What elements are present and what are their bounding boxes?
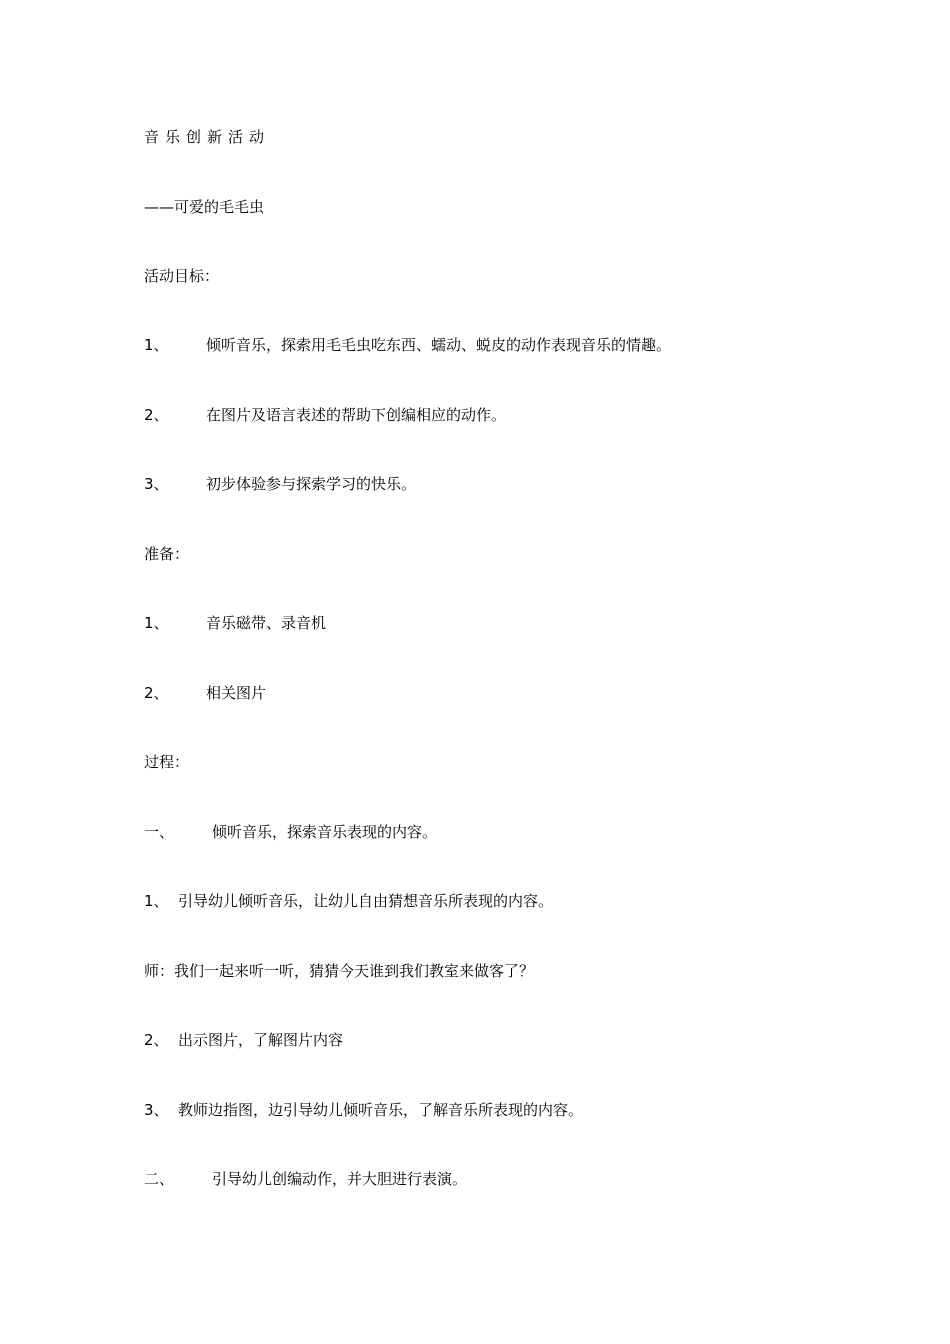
process-step-text: 引导幼儿倾听音乐，让幼儿自由猜想音乐所表现的内容。 (178, 892, 554, 910)
document-title: 音乐创新活动 (144, 128, 271, 146)
process-section-text: 引导幼儿创编动作，并大胆进行表演。 (212, 1170, 468, 1188)
preparation-item (144, 683, 266, 703)
goal-item-number: 1、 (144, 336, 169, 354)
goal-item-text: 初步体验参与探索学习的快乐。 (206, 475, 417, 493)
document-subtitle: ——可爱的毛毛虫 (144, 198, 265, 216)
preparation-item-number: 1、 (144, 614, 169, 632)
goal-item (144, 405, 506, 425)
goal-item-text: 在图片及语言表述的帮助下创编相应的动作。 (206, 406, 507, 424)
goal-item-number: 2、 (144, 406, 169, 424)
process-step-number: 1、 (144, 892, 169, 910)
process-section-number: 一、 (144, 823, 175, 841)
process-step-number: 3、 (144, 1101, 169, 1119)
teacher-dialogue: 师：我们一起来听一听，猜猜今天谁到我们教室来做客了？ (144, 962, 535, 980)
process-step-text: 教师边指图，边引导幼儿倾听音乐，了解音乐所表现的内容。 (178, 1101, 584, 1119)
preparation-item-number: 2、 (144, 684, 169, 702)
process-step-text: 出示图片，了解图片内容 (178, 1031, 344, 1049)
preparation-item-text: 相关图片 (206, 684, 267, 702)
goal-item-number: 3、 (144, 475, 169, 493)
process-section-number: 二、 (144, 1170, 175, 1188)
preparation-item (144, 613, 326, 633)
process-section (144, 822, 437, 842)
process-step-number: 2、 (144, 1031, 169, 1049)
process-section-text: 倾听音乐，探索音乐表现的内容。 (212, 823, 438, 841)
goals-heading: 活动目标： (144, 267, 220, 285)
goal-item (144, 474, 416, 494)
process-heading: 过程： (144, 753, 190, 771)
preparation-item-text: 音乐磁带、录音机 (206, 614, 327, 632)
preparation-heading: 准备： (144, 545, 190, 563)
process-step (144, 891, 553, 911)
process-step (144, 1030, 343, 1050)
process-section (144, 1169, 467, 1189)
process-step (144, 1100, 583, 1120)
goal-item (144, 335, 671, 355)
goal-item-text: 倾听音乐，探索用毛毛虫吃东西、蠕动、蜕皮的动作表现音乐的情趣。 (206, 336, 672, 354)
